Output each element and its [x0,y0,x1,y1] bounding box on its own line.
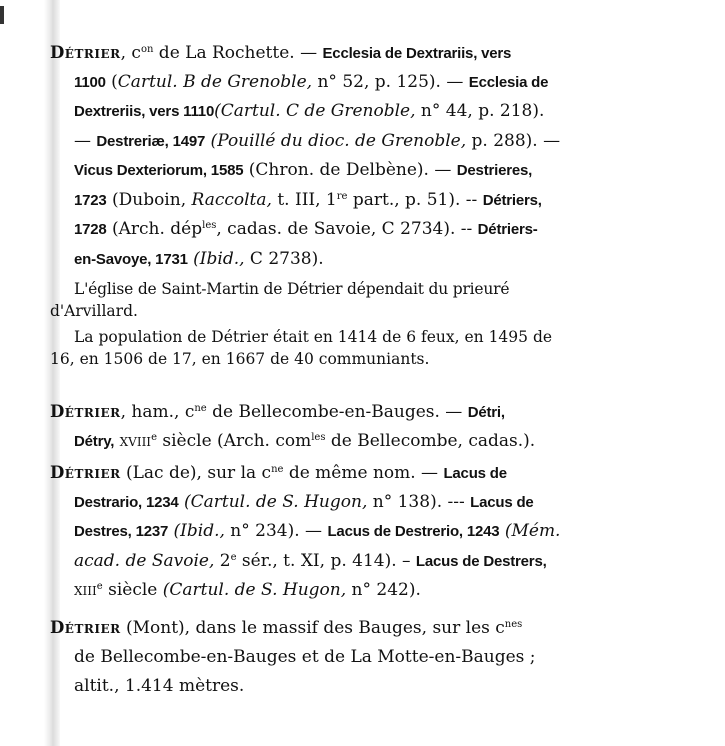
text: n° 52, p. 125). — [312,71,469,92]
form-citation: Destreriæ, 1497 [96,132,206,150]
text: , cadas. de Savoie, C 2734). -- [216,219,478,239]
form-citation: Lacus de [470,493,534,511]
entry-line [50,576,670,606]
paragraph-text: 16, en 1506 de 17, en 1667 de 40 communiants. [50,350,430,368]
form-citation: Détri, [467,404,505,421]
text: , c [120,43,141,63]
superscript: on [140,44,154,55]
form-citation: Lacus de [443,465,507,482]
text: 2 [214,550,231,571]
form-citation: Détry, [74,432,115,450]
entry-line [50,215,670,245]
text: de Bellecombe-en-Bauges et de La Motte-en-Bauges ; [74,646,536,667]
paragraph-text: La population de Détrier était en 1414 de 6 feux, en 1495 de [74,328,553,346]
entry-detrier-mont [50,613,670,702]
text: xviii [114,430,152,451]
entry-line [50,127,670,157]
source-title: (Mém. [499,521,561,541]
superscript: ne [271,464,284,475]
entry-line [50,156,670,186]
entry-line [50,613,670,643]
form-citation: Vicus Dexteriorum, 1585 [74,162,244,179]
text: de La Rochette. — [153,43,323,63]
paragraph-line [50,348,670,370]
form-citation: Détriers, [482,191,542,209]
source-title: (Pouillé du dioc. de Grenoble, [205,130,467,151]
entry-detrier-la-rochette [50,38,670,370]
form-citation: Lacus de Destrerio, 1243 [327,523,500,540]
text: de Bellecombe-en-Bauges. — [206,402,468,422]
source-title: (Ibid., [168,521,225,541]
entry-line [50,488,670,518]
source-title: (Cartul. de S. Hugon, [178,491,368,512]
form-citation: Ecclesia de Dextrariis, vers [322,45,512,62]
entry-line [50,517,670,547]
entry-line [50,547,670,577]
text: (Duboin, [106,189,192,210]
superscript: ne [194,403,207,414]
superscript: e [151,431,157,443]
form-citation: Ecclesia de [468,73,549,91]
entry-detrier-lac [50,458,670,606]
form-citation: Dextreriis, vers 1110 [74,103,215,120]
form-citation: Lacus de Destrers, [415,552,547,570]
source-title: Raccolta, [191,189,272,210]
entry-line [50,97,670,127]
text: — [74,130,97,151]
entry-line [50,68,670,98]
paragraph-line [50,300,670,322]
superscript: re [336,190,348,202]
entry-detrier-hameau [50,397,670,456]
text: (Arch. dép [106,219,203,239]
headword: Détrier [50,463,121,482]
text: siècle (Arch. com [156,430,312,451]
headword: Détrier [50,402,121,421]
text: , ham., c [120,402,195,422]
source-title: acad. de Savoie, [74,550,215,571]
superscript: e [230,551,237,563]
entry-line [50,427,670,457]
text: (Lac de), sur la c [120,463,272,483]
source-title: Cartul. B de Grenoble, [117,71,313,92]
form-citation: Destrario, 1234 [74,493,179,511]
date: 1728 [74,221,107,238]
text: (Chron. de Delbène). — [243,160,457,180]
source-title: (Cartul. de S. Hugon, [162,580,347,600]
text: n° 44, p. 218). [415,101,545,121]
form-citation: en-Savoye, 1731 [74,250,188,268]
superscript: nes [504,619,523,630]
superscript: les [202,220,217,231]
scan-edge-mark [0,6,4,24]
text: n° 138). --- [367,491,471,512]
superscript: les [311,431,326,443]
source-title: (Cartul. C de Grenoble, [214,101,416,121]
text: p. 288). — [466,130,561,151]
text: sér., t. XI, p. 414). – [236,550,416,571]
text: C 2738). [244,248,324,269]
form-citation: Détriers- [477,221,538,238]
text: (Mont), dans le massif des Bauges, sur les c [120,618,505,638]
entry-line [50,643,670,673]
headword: Détrier [50,43,121,62]
paragraph-text: L'église de Saint-Martin de Détrier dépendait du prieuré [74,280,510,298]
superscript: e [96,581,103,592]
form-citation: Destrieres, [456,162,533,179]
paragraph-line [50,278,670,300]
entry-line [50,672,670,702]
text: n° 242). [346,580,421,600]
headword: Détrier [50,618,121,637]
paragraph-line [50,326,670,348]
text: siècle [102,580,163,600]
entry-line [50,38,670,68]
text: n° 234). — [224,521,328,541]
text: xiii [74,580,97,600]
text: de Bellecombe, cadas.). [325,430,536,451]
text: part., p. 51). -- [347,189,483,210]
text: t. III, 1 [271,189,337,210]
entry-line [50,458,670,488]
entry-line [50,245,670,275]
date: 1100 [74,73,106,91]
entry-line [50,186,670,216]
text: de même nom. — [283,463,444,483]
entry-line [50,397,670,427]
paragraph-text: d'Arvillard. [50,302,138,320]
date: 1723 [74,191,107,209]
source-title: (Ibid., [187,248,245,269]
form-citation: Destres, 1237 [74,523,169,540]
text: ( [105,71,118,92]
text: altit., 1.414 mètres. [74,676,245,696]
